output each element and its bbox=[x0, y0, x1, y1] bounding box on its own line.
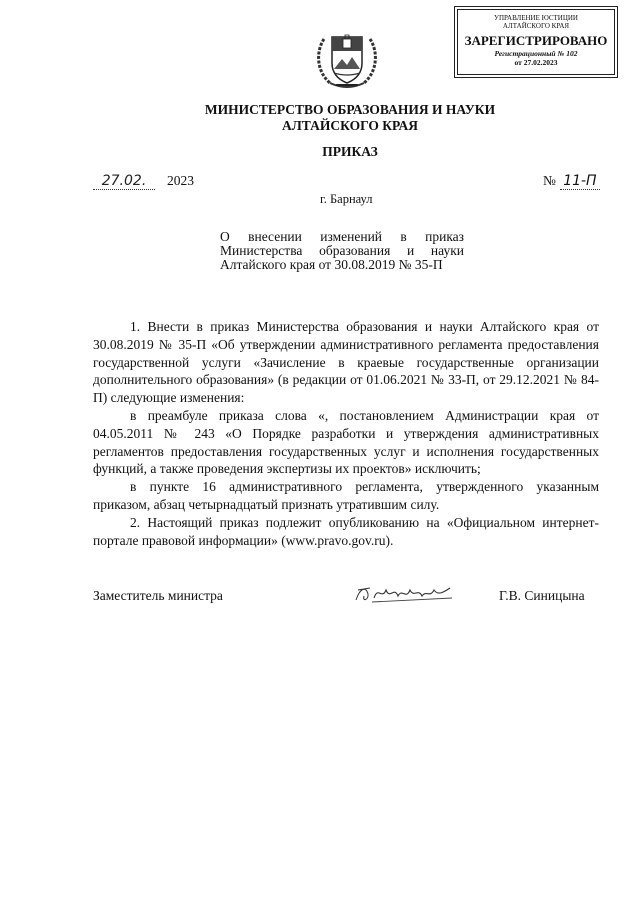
handwritten-date: 27.02. bbox=[93, 173, 155, 190]
ministry-name-line-2: АЛТАЙСКОГО КРАЯ bbox=[281, 118, 419, 133]
ministry-name-line-1: МИНИСТЕРСТВО ОБРАЗОВАНИЯ И НАУКИ bbox=[204, 102, 496, 117]
paragraph-1: 1. Внести в приказ Министерства образования и науки Алтайского края от 30.08.2019 № 35-П «Об утверждении административного регламента предоставления государственной услуги «Зачисление в краевые государственные организации дополнительного образования» (в редакции от 01.06.2021 № 33-П, от 29.12.2021 № 84-П) следующие изменения: bbox=[93, 319, 599, 406]
stamp-line-1: УПРАВЛЕНИЕ ЮСТИЦИИ bbox=[494, 14, 578, 22]
stamp-reg-date: от 27.02.2023 bbox=[514, 58, 558, 67]
order-number-field bbox=[543, 172, 600, 190]
registration-stamp bbox=[457, 9, 615, 75]
signatory-name: Г.В. Синицына bbox=[499, 588, 585, 603]
document-type: ПРИКАЗ bbox=[322, 144, 378, 159]
date-field bbox=[93, 172, 194, 190]
city: г. Барнаул bbox=[320, 192, 373, 206]
stamp-line-2: АЛТАЙСКОГО КРАЯ bbox=[502, 22, 570, 30]
stamp-title: ЗАРЕГИСТРИРОВАНО bbox=[464, 33, 608, 48]
order-subject: О внесении изменений в приказ Министерства образования и науки Алтайского края от 30.08.2019 № 35-П bbox=[220, 229, 464, 272]
handwritten-signature bbox=[352, 580, 456, 606]
order-body bbox=[93, 318, 599, 549]
coat-of-arms-emblem bbox=[312, 25, 382, 91]
stamp-reg-number: Регистрационный № 102 bbox=[494, 49, 578, 58]
signatory-position: Заместитель министра bbox=[93, 588, 223, 603]
date-year: 2023 bbox=[167, 173, 194, 188]
paragraph-2: в преамбуле приказа слова «, постановлением Администрации края от 04.05.2011 № 243 «О Порядке разработки и утверждения административных регламентов предоставления государственных услуг и исполнения государственных функций, а также проведения экспертизы их проектов» исключить; bbox=[93, 407, 599, 477]
number-prefix: № bbox=[543, 173, 556, 188]
paragraph-4: 2. Настоящий приказ подлежит опубликованию на «Официальном интернет-портале правовой информации» (www.pravo.gov.ru). bbox=[93, 514, 599, 548]
handwritten-number: 11-П bbox=[560, 173, 600, 190]
paragraph-3: в пункте 16 административного регламента, утвержденного указанным приказом, абзац четырнадцатый признать утратившим силу. bbox=[93, 479, 599, 512]
